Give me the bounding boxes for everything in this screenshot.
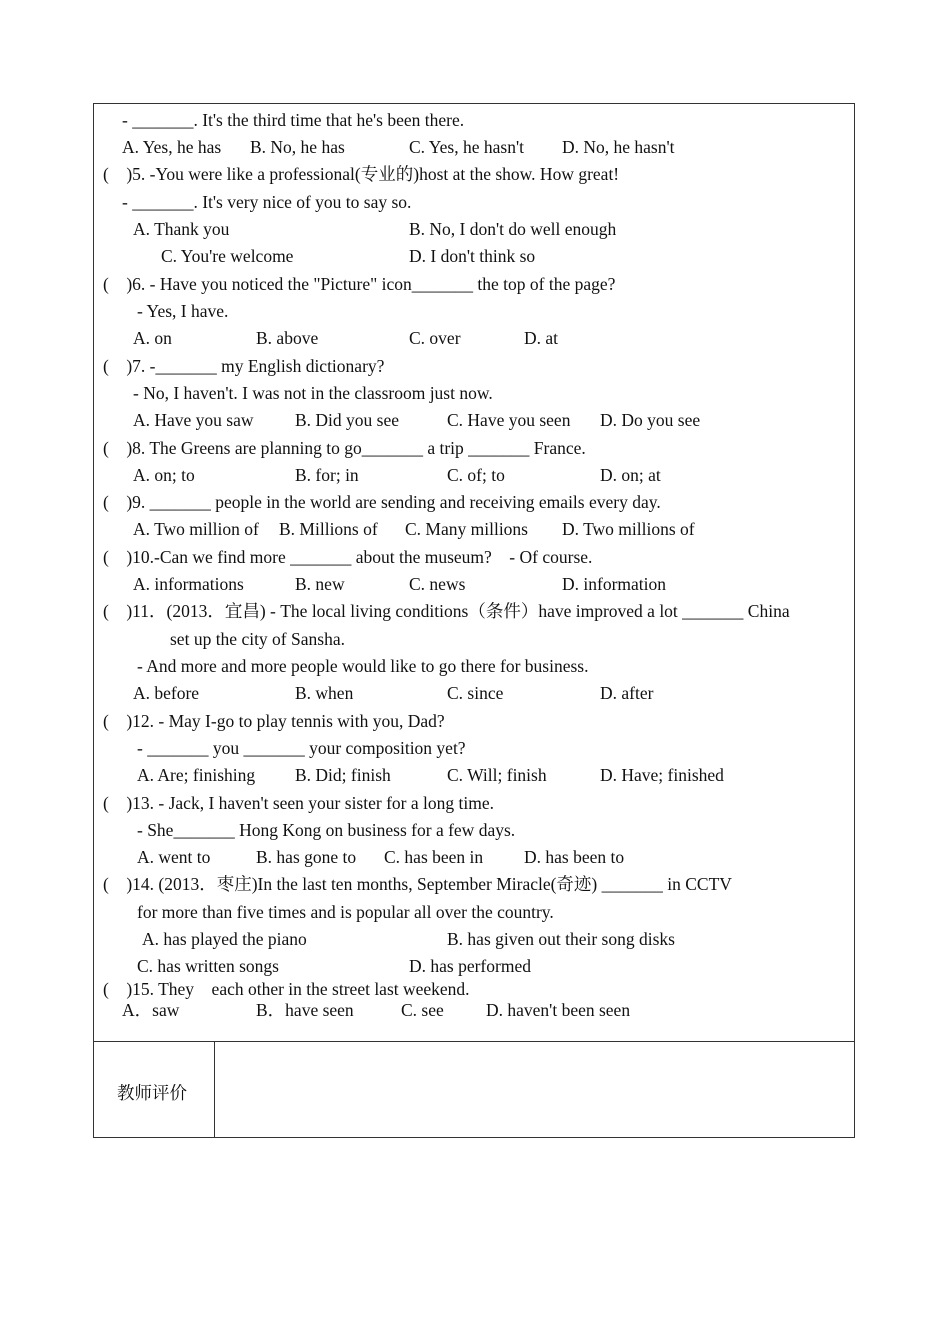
option-q13_opts-2: C. has been in xyxy=(384,847,484,867)
table-column-divider xyxy=(214,1041,215,1138)
option-q7_opts-0: A. Have you saw xyxy=(133,410,254,430)
text-line-q14_b: for more than five times and is popular all over the country. xyxy=(137,902,554,922)
option-q6_opts-2: C. over xyxy=(409,328,461,348)
option-q5_opts1-1: B. No, I don't do well enough xyxy=(409,219,617,239)
option-q14_opts2-0: C. has written songs xyxy=(137,956,279,976)
option-q14_opts2-1: D. has performed xyxy=(409,956,531,976)
option-q8_opts-0: A. on; to xyxy=(133,465,195,485)
text-line-q13_resp: - She_______ Hong Kong on business for a few days. xyxy=(137,820,516,840)
text-line-q12: ( )12. - May I-go to play tennis with you, Dad? xyxy=(103,711,445,731)
option-q6_opts-3: D. at xyxy=(524,328,559,348)
option-q12_opts-3: D. Have; finished xyxy=(600,765,724,785)
table-row-divider xyxy=(93,1041,855,1042)
option-q5_opts2-0: C. You're welcome xyxy=(161,246,294,266)
option-q11_opts-1: B. when xyxy=(295,683,354,703)
option-q12_opts-2: C. Will; finish xyxy=(447,765,547,785)
option-q5_opts2-1: D. I don't think so xyxy=(409,246,536,266)
text-line-q11: ( )11．(2013．宜昌) - The local living conditions（条件）have improved a lot _______ China xyxy=(103,601,790,621)
option-q6_opts-0: A. on xyxy=(133,328,172,348)
option-q10_opts-2: C. news xyxy=(409,574,466,594)
option-q9_opts-3: D. Two millions of xyxy=(562,519,695,539)
option-q15_opts-2: C. see xyxy=(401,1000,444,1020)
option-q14_opts1-1: B. has given out their song disks xyxy=(447,929,675,949)
option-q5_opts1-0: A. Thank you xyxy=(133,219,230,239)
option-q13_opts-1: B. has gone to xyxy=(256,847,357,867)
text-line-q9: ( )9. _______ people in the world are sending and receiving emails every day. xyxy=(103,492,661,512)
option-q10_opts-3: D. information xyxy=(562,574,667,594)
option-q14_opts1-0: A. has played the piano xyxy=(142,929,307,949)
option-q10_opts-1: B. new xyxy=(295,574,345,594)
option-q11_opts-2: C. since xyxy=(447,683,504,703)
option-q4_opts-3: D. No, he hasn't xyxy=(562,137,675,157)
option-q12_opts-0: A. Are; finishing xyxy=(137,765,256,785)
option-q4_opts-0: A. Yes, he has xyxy=(122,137,222,157)
option-q8_opts-1: B. for; in xyxy=(295,465,359,485)
text-line-q11_b: set up the city of Sansha. xyxy=(170,629,345,649)
text-line-q4_resp: - _______. It's the third time that he's been there. xyxy=(122,110,465,130)
option-q10_opts-0: A. informations xyxy=(133,574,244,594)
text-line-q10: ( )10.-Can we find more _______ about the museum? - Of course. xyxy=(103,547,593,567)
option-q15_opts-3: D. haven't been seen xyxy=(486,1000,631,1020)
text-line-q6: ( )6. - Have you noticed the "Picture" icon_______ the top of the page? xyxy=(103,274,616,294)
text-line-q7_resp: - No, I haven't. I was not in the classroom just now. xyxy=(133,383,493,403)
text-line-q14: ( )14. (2013．枣庄)In the last ten months, September Miracle(奇迹) _______ in CCTV xyxy=(103,874,732,894)
text-line-q6_resp: - Yes, I have. xyxy=(137,301,229,321)
option-q7_opts-1: B. Did you see xyxy=(295,410,400,430)
option-q11_opts-0: A. before xyxy=(133,683,200,703)
option-q13_opts-0: A. went to xyxy=(137,847,211,867)
text-line-q7: ( )7. -_______ my English dictionary? xyxy=(103,356,385,376)
option-q13_opts-3: D. has been to xyxy=(524,847,625,867)
text-line-q11_resp: - And more and more people would like to go there for business. xyxy=(137,656,589,676)
option-q9_opts-2: C. Many millions xyxy=(405,519,528,539)
option-q4_opts-1: B. No, he has xyxy=(250,137,345,157)
text-line-q15: ( )15. They each other in the street last weekend. xyxy=(103,979,470,999)
option-q7_opts-3: D. Do you see xyxy=(600,410,701,430)
option-q8_opts-3: D. on; at xyxy=(600,465,661,485)
text-line-q8: ( )8. The Greens are planning to go_______ a trip _______ France. xyxy=(103,438,586,458)
option-q7_opts-2: C. Have you seen xyxy=(447,410,571,430)
text-line-q5_resp: - _______. It's very nice of you to say so. xyxy=(122,192,412,212)
option-q9_opts-0: A. Two million of xyxy=(133,519,259,539)
text-line-q5: ( )5. -You were like a professional(专业的)host at the show. How great! xyxy=(103,164,620,184)
option-q9_opts-1: B. Millions of xyxy=(279,519,378,539)
option-q4_opts-2: C. Yes, he hasn't xyxy=(409,137,524,157)
option-q11_opts-3: D. after xyxy=(600,683,654,703)
option-q12_opts-1: B. Did; finish xyxy=(295,765,391,785)
teacher-evaluation-label: 教师评价 xyxy=(117,1084,187,1104)
text-line-q13: ( )13. - Jack, I haven't seen your sister for a long time. xyxy=(103,793,494,813)
option-q8_opts-2: C. of; to xyxy=(447,465,505,485)
option-q6_opts-1: B. above xyxy=(256,328,319,348)
option-q15_opts-0: A．saw xyxy=(122,1000,180,1020)
option-q15_opts-1: B．have seen xyxy=(256,1000,354,1020)
text-line-q12_resp: - _______ you _______ your composition yet? xyxy=(137,738,466,758)
